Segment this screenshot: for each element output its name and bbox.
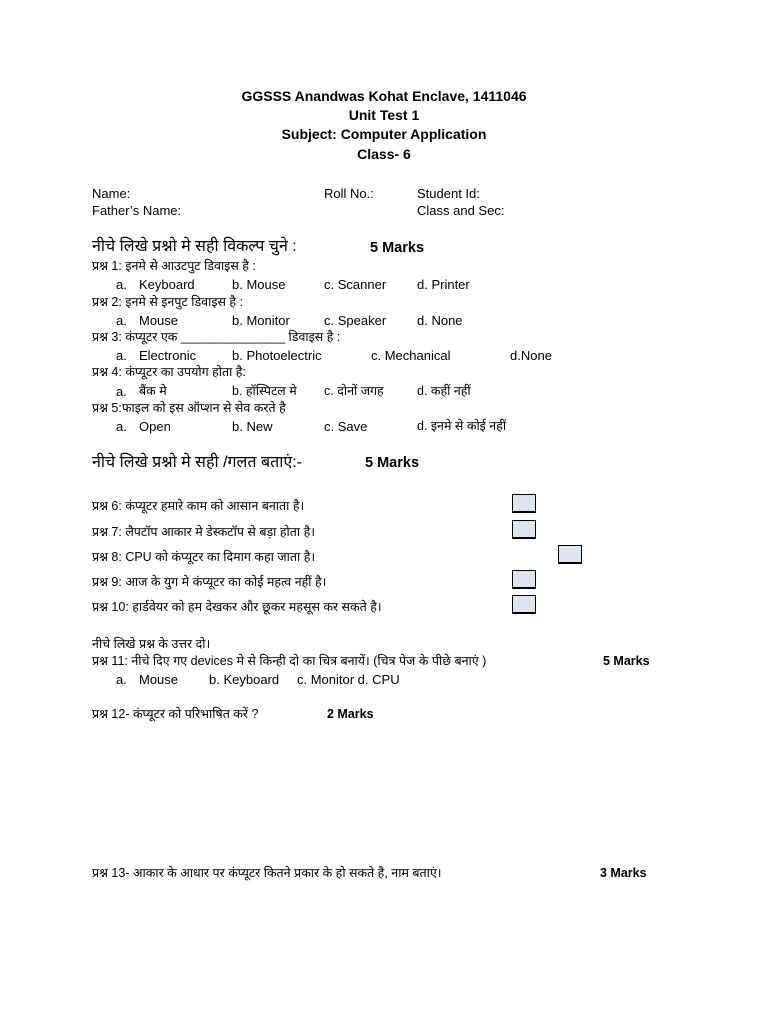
q2-option-a: Mouse xyxy=(139,313,179,328)
q11-option-b: b. Keyboard xyxy=(209,672,280,687)
question-12: प्रश्न 12- कंप्यूटर को परिभाषित करें ? xyxy=(92,707,259,721)
section1-title: नीचे लिखे प्रश्नो मे सही विकल्प चुने : xyxy=(92,238,297,255)
question-9: प्रश्न 9: आज के युग मे कंप्यूटर का कोई महत्व नहीं है। xyxy=(92,575,327,589)
q4-option-a-marker: a. xyxy=(116,384,127,399)
q3-option-b: b. Photoelectric xyxy=(232,348,322,363)
student-id-label: Student Id: xyxy=(417,186,480,201)
question-5: प्रश्न 5:फाइल को इस ऑप्शन से सेव करते है xyxy=(92,401,286,415)
subject-title: Subject: Computer Application xyxy=(281,126,487,142)
q1-option-b: b. Mouse xyxy=(232,277,286,292)
section1-marks-wrap xyxy=(370,238,424,258)
q4-option-a: बैंक मे xyxy=(139,384,167,398)
q13-marks: 3 Marks xyxy=(600,866,647,880)
section2-marks-wrap xyxy=(365,453,419,473)
q2-option-d: d. None xyxy=(417,313,463,328)
question-1: प्रश्न 1: इनमे से आउटपुट डिवाइस है : xyxy=(92,259,256,273)
q1-option-a: Keyboard xyxy=(139,277,195,292)
q6-answer-box[interactable] xyxy=(512,494,536,513)
q5-option-b: b. New xyxy=(232,419,273,434)
q5-option-a: Open xyxy=(139,419,171,434)
section1-heading xyxy=(92,237,297,257)
q4-option-c: c. दोनों जगह xyxy=(324,384,384,398)
section2-marks: 5 Marks xyxy=(365,455,420,471)
question-6: प्रश्न 6: कंप्यूटर हमारे काम को आसान बनाता है। xyxy=(92,499,305,513)
roll-label: Roll No.: xyxy=(324,186,374,201)
q5-option-d: d. इनमे से कोई नहीं xyxy=(417,419,507,433)
q3-option-a: Electronic xyxy=(139,348,197,363)
q4-option-b: b. हॉस्पिटल मे xyxy=(232,384,297,398)
q11-option-cd: c. Monitor d. CPU xyxy=(297,672,400,687)
section2-title: नीचे लिखे प्रश्नो मे सही /गलत बताएं:- xyxy=(92,454,302,471)
q11-option-a-marker: a. xyxy=(116,672,127,687)
q2-option-a-marker: a. xyxy=(116,313,127,328)
question-13: प्रश्न 13- आकार के आधार पर कंप्यूटर कितने प्रकार के हो सकते है, नाम बताएं। xyxy=(92,866,442,880)
question-10: प्रश्न 10: हार्डवेयर को हम देखकर और छूकर महसूस कर सकते है। xyxy=(92,600,382,614)
q1-option-c: c. Scanner xyxy=(324,277,387,292)
question-2: प्रश्न 2: इनमे से इनपुट डिवाइस है : xyxy=(92,295,243,309)
q4-option-d: d. कहीं नहीं xyxy=(417,384,471,398)
q10-answer-box[interactable] xyxy=(512,595,536,614)
section1-marks: 5 Marks xyxy=(370,240,425,256)
q3-option-c: c. Mechanical xyxy=(371,348,451,363)
q5-option-c: c. Save xyxy=(324,419,368,434)
father-name-label: Father’s Name: xyxy=(92,203,182,218)
question-8: प्रश्न 8: CPU को कंप्यूटर का दिमाग कहा जाता है। xyxy=(92,550,316,564)
question-11: प्रश्न 11: नीचे दिए गए devices मे से किन्ही दो का चित्र बनायें। (चित्र पेज के पीछे बनाएं ) xyxy=(92,654,487,668)
question-4: प्रश्न 4: कंप्यूटर का उपयोग होता है: xyxy=(92,365,246,379)
q2-option-c: c. Speaker xyxy=(324,313,387,328)
q8-answer-box[interactable] xyxy=(558,545,582,564)
q12-marks: 2 Marks xyxy=(327,707,374,721)
class-sec-label: Class and Sec: xyxy=(417,203,505,218)
q1-option-d: d. Printer xyxy=(417,277,470,292)
section3-title: नीचे लिखे प्रश्न के उत्तर दो। xyxy=(92,637,211,651)
q11-option-a: Mouse xyxy=(139,672,179,687)
question-7: प्रश्न 7: लैपटॉप आकार मे डेस्कटॉप से बड़ा होता है। xyxy=(92,525,315,539)
q3-option-d: d.None xyxy=(510,348,552,363)
test-title: Unit Test 1 xyxy=(348,107,420,123)
section2-heading xyxy=(92,453,302,473)
school-name: GGSSS Anandwas Kohat Enclave, 1411046 xyxy=(241,88,527,104)
q3-option-a-marker: a. xyxy=(116,348,127,363)
question-3: प्रश्न 3: कंप्यूटर एक _______________ डिवाइस है : xyxy=(92,330,341,344)
q1-option-a-marker: a. xyxy=(116,277,127,292)
q9-answer-box[interactable] xyxy=(512,570,536,589)
class-title: Class- 6 xyxy=(357,146,411,162)
q11-marks: 5 Marks xyxy=(603,654,650,668)
name-label: Name: xyxy=(92,186,131,201)
q7-answer-box[interactable] xyxy=(512,520,536,539)
q2-option-b: b. Monitor xyxy=(232,313,290,328)
q5-option-a-marker: a. xyxy=(116,419,127,434)
